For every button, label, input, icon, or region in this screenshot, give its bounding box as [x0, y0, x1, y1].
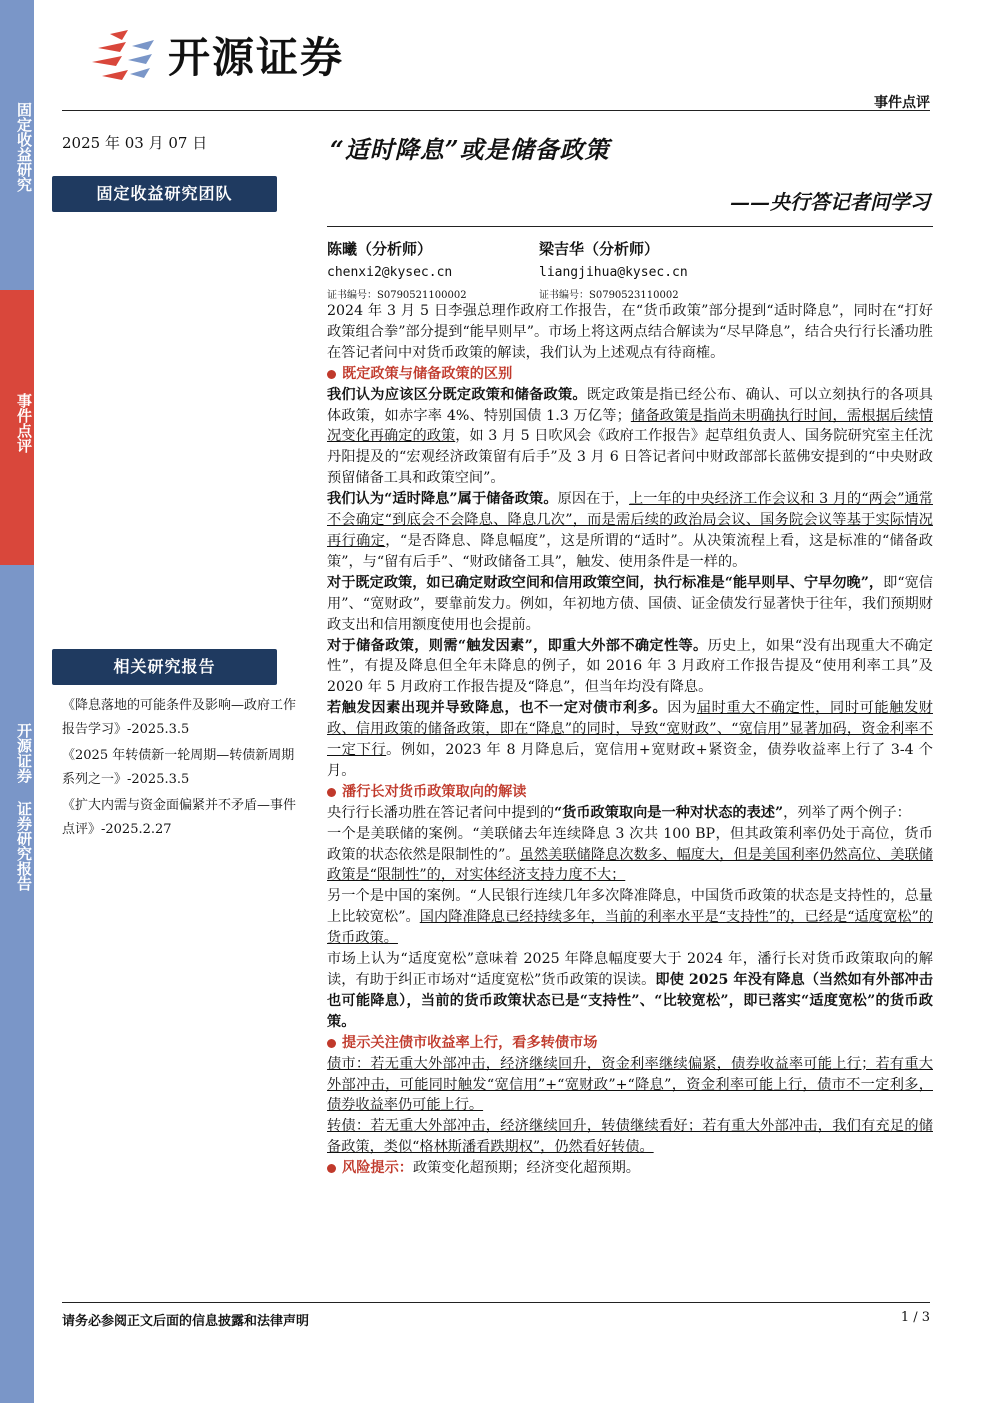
paragraph — [327, 824, 933, 887]
section-heading-text: 提示关注债市收益率上行，看多转债市场 — [342, 1034, 598, 1051]
analyst-email[interactable]: chenxi2@kysec.cn — [327, 265, 453, 280]
bold-text: 若触发因素出现并导致降息，也不一定对债市利多。 — [327, 700, 668, 717]
intro-paragraph: 2024 年 3 月 5 日李强总理作政府工作报告，在“货币政策”部分提到“适时降息”，同时在“打好政策组合拳”部分提到“能早则早”。市场上将这两点结合解读为“尽早降息”，结合央行行长潘功胜在答记者问中对货币政策的解读，我们认为上述观点有待商榷。 — [327, 303, 933, 361]
text: 。例如，2023 年 8 月降息后，宽信用+宽财政+紧资金，债券收益率上行了 3-4 个月。 — [327, 742, 933, 779]
bullet-dot-icon — [327, 370, 336, 379]
analyst-cert: 证书编号：S0790521100002 — [327, 290, 467, 301]
analyst-1 — [327, 238, 467, 301]
side-strip — [0, 0, 34, 1403]
bold-text: 我们认为应该区分既定政策和储备政策。 — [327, 386, 587, 403]
page-subtitle: ——央行答记者问学习 — [730, 190, 930, 214]
paragraph — [327, 636, 933, 699]
footer-disclaimer[interactable]: 请务必参阅正文后面的信息披露和法律声明 — [62, 1314, 310, 1329]
section-heading — [327, 364, 933, 385]
text: 历史上，如果“没有出现重大不确定性”，有提及降息但全年未降息的例子，如 2016 年 3 月政府工作报告提及“使用利率工具”及 2020 年 5 月政府工作报告提及“降息”，但当年均没有降息。 — [327, 637, 933, 696]
side-strip-bottom-label: 开源证券 证券研究报告 — [15, 723, 33, 891]
bold-text: 我们认为“适时降息”属于储备政策。 — [327, 491, 558, 508]
bold-text: 对于储备政策，则需“触发因素”，即重大外部不确定性等。 — [327, 637, 708, 654]
analyst-cert: 证书编号：S0790523110002 — [539, 290, 679, 301]
paragraph — [327, 385, 933, 490]
paragraph — [327, 698, 933, 782]
risk-line — [327, 1158, 933, 1179]
risk-label: 风险提示： — [342, 1160, 413, 1177]
side-strip-top-label: 固定收益研究 — [15, 102, 33, 192]
text: 即“宽信用”、“宽财政”，要靠前发力。例如，年初地方债、国债、证金债发行显著快于往年，我们预期财政支出和信用额度使用也会提前。 — [327, 574, 933, 633]
underlined-text: 上一年的中央经济工作会议和 3 月的“两会”通常不会确定“到底会不会降息、降息几次”，而是需后续的政治局会议、国务院会议等基于实际情况再行确定 — [327, 491, 933, 549]
report-body — [327, 301, 933, 1179]
underlined-text: 债市：若无重大外部冲击，经济继续回升，资金利率继续偏紧，债券收益率可能上行；若有重大外部冲击，可能同时触发“宽信用”+“宽财政”+“降息”，资金利率可能上行，债市不一定利多，债券收益率仍可能上行。 — [327, 1055, 933, 1114]
related-report-item[interactable]: 《降息落地的可能条件及影响—政府工作报告学习》-2025.3.5 — [62, 698, 297, 737]
brand-logo-icon — [88, 28, 158, 94]
text: ，列举了两个例子： — [783, 804, 911, 821]
underlined-text: 虽然美联储降息次数多、幅度大，但是美国利率仍然高位、美联储政策是“限制性”的，对实体经济支持力度不大； — [327, 846, 933, 884]
risk-text: 政策变化超预期；经济变化超预期。 — [412, 1160, 640, 1177]
team-label: 固定收益研究团队 — [52, 176, 277, 212]
underlined-text: 届时重大不确定性，同时可能触发财政、信用政策的储备政策，即在“降息”的同时，导致“宽财政”、“宽信用”显著加码，资金利率不一定下行 — [327, 700, 933, 759]
analyst-name: 梁吉华（分析师） — [539, 240, 660, 258]
bold-text: 即使 2025 年没有降息（当然如有外部冲击也可能降息），当前的货币政策状态已是“支持性”、“比较宽松”，即已落实“适度宽松”的货币政策。 — [327, 972, 933, 1030]
bullet-dot-icon — [327, 788, 336, 797]
section-heading-text: 既定政策与储备政策的区别 — [342, 365, 513, 382]
analyst-name: 陈曦（分析师） — [327, 240, 433, 258]
underlined-text: 国内降准降息已经持续多年，当前的利率水平是“支持性”的，已经是“适度宽松”的货币政策。 — [327, 909, 933, 947]
text: 市场上认为“适度宽松”意味着 2025 年降息幅度要大于 2024 年，潘行长对货币政策取向的解读，有助于纠正市场对“适度宽松”货币政策的误读。 — [327, 951, 933, 988]
text: 因为 — [667, 700, 697, 717]
side-strip-top-segment — [0, 0, 34, 290]
text: 另一个是中国的案例。“人民银行连续几年多次降准降息，中国货币政策的状态是支持性的，总量上比较宽松”。 — [327, 888, 933, 926]
bold-text: 对于既定政策，如已确定财政空间和信用政策空间，执行标准是“能早则早、宁早勿晚”， — [327, 574, 884, 591]
text: 既定政策是指已经公布、确认、可以立刻执行的各项具体政策，如赤字率 4%、特别国债 1.3 万亿等； — [327, 386, 933, 424]
brand-name: 开源证券 — [168, 33, 345, 82]
underlined-text: 储备政策是指尚未明确执行时间，需根据后续情况变化再确定的政策 — [327, 407, 933, 445]
bold-text: “货币政策取向是一种对状态的表述” — [554, 804, 784, 821]
report-date: 2025 年 03 月 07 日 — [62, 134, 208, 152]
doc-type: 事件点评 — [874, 95, 930, 111]
paragraph — [327, 1054, 933, 1117]
text: ，如 3 月 5 日吹风会《政府工作报告》起草组负责人、国务院研究室主任沈丹阳提及的“宏观经济政策留有后手”及 3 月 6 日答记者问中财政部部长蓝佛安提到的“中央财政预留储备工具和政策空间”。 — [327, 428, 933, 487]
related-report-item[interactable]: 《2025 年转债新一轮周期—转债新周期系列之一》-2025.3.5 — [62, 748, 295, 787]
paragraph — [327, 573, 933, 636]
text: ，“是否降息、降息幅度”，这是所谓的“适时”。从决策流程上看，这是标准的“储备政策”，与“留有后手”、“财政储备工具”，触发、使用条件是一样的。 — [327, 532, 933, 570]
section-heading — [327, 782, 933, 803]
section-heading-text: 潘行长对货币政策取向的解读 — [342, 783, 527, 800]
text: 一个是美联储的案例。“美联储去年连续降息 3 次共 100 BP，但其政策利率仍处于高位，货币政策的状态依然是限制性的”。 — [327, 825, 933, 863]
section-heading — [327, 1033, 933, 1054]
paragraph — [327, 1116, 933, 1158]
side-strip-middle-segment — [0, 290, 34, 565]
title-rule — [327, 226, 933, 227]
side-strip-middle-label: 事件点评 — [15, 393, 33, 453]
related-reports-label: 相关研究报告 — [52, 649, 277, 685]
analyst-email[interactable]: liangjihua@kysec.cn — [539, 265, 688, 280]
bullet-dot-icon — [327, 1039, 336, 1048]
analyst-2 — [539, 238, 688, 301]
underlined-text: 转债：若无重大外部冲击，经济继续回升，转债继续看好；若有重大外部冲击，我们有充足的储备政策，类似“格林斯潘看跌期权”，仍然看好转债。 — [327, 1118, 933, 1156]
header-rule — [62, 110, 930, 111]
text: 央行行长潘功胜在答记者问中提到的 — [327, 804, 555, 821]
footer-rule — [62, 1302, 930, 1303]
paragraph — [327, 949, 933, 1033]
bullet-dot-icon — [327, 1164, 336, 1173]
page-number: 1 / 3 — [900, 1310, 930, 1325]
paragraph — [327, 886, 933, 949]
paragraph — [327, 489, 933, 573]
page-title: “适时降息”或是储备政策 — [330, 135, 610, 164]
text: 原因在于， — [557, 491, 629, 508]
related-reports-list — [62, 694, 307, 844]
side-strip-bottom-segment — [0, 565, 34, 1403]
related-report-item[interactable]: 《扩大内需与资金面偏紧并不矛盾—事件点评》-2025.2.27 — [62, 798, 297, 837]
paragraph — [327, 803, 933, 824]
